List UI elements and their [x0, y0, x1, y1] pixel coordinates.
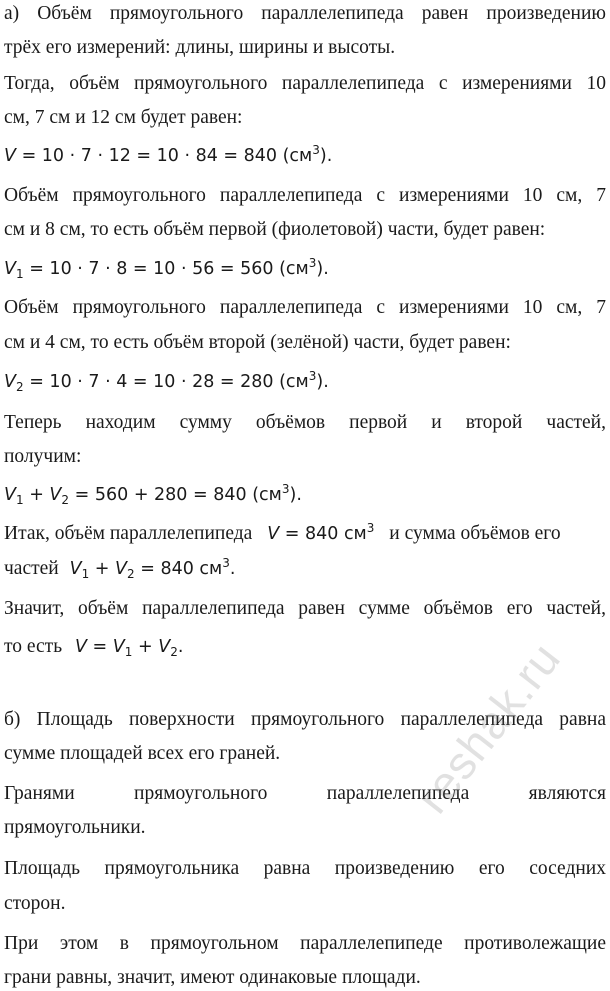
- part-b-p1-line1: б) Площадь поверхности прямоугольного параллелепипеда равна: [4, 709, 606, 730]
- part-b-p1-line2: сумме площадей всех его граней.: [4, 743, 281, 764]
- equation-v2: $V_2 = 10 \cdot 7 \cdot 4 = 10 \cdot 28 = 280$ $(см^3)$.: [4, 369, 329, 394]
- part-a-p2-line1: Тогда, объём прямоугольного параллелепипеда с измерениями 10: [4, 73, 606, 94]
- part-a-p7-line2: то есть $V = V_1 + V_2$.: [4, 636, 184, 659]
- part-a-p3-line1: Объём прямоугольного параллелепипеда с измерениями 10 см, 7: [4, 185, 606, 206]
- watermark: reshak.ru: [405, 632, 571, 823]
- equation-v1: $V_1 = 10 \cdot 7 \cdot 8 = 10 \cdot 56 = 560$ $(см^3)$.: [4, 256, 329, 281]
- part-a-p3-line2: см и 8 см, то есть объём первой (фиолетовой) части, будет равен:: [4, 219, 546, 240]
- part-b-p2-line2: прямоугольники.: [4, 817, 146, 838]
- part-a-p7-line1: Значит, объём параллелепипеда равен сумме объёмов его частей,: [4, 598, 606, 619]
- part-b-p4-line2: грани равны, значит, имеют одинаковые площади.: [4, 967, 421, 988]
- equation-sum: $V_1 + V_2 = 560 + 280 = 840$ $(см^3)$.: [4, 482, 302, 507]
- part-a-p4-line2: см и 4 см, то есть объём второй (зелёной) части, будет равен:: [4, 332, 511, 353]
- part-a-p6-line2: частей $V_1 + V_2 = 840$ $см^3$.: [4, 556, 236, 581]
- part-b-p4-line1: При этом в прямоугольном параллелепипеде противолежащие: [4, 933, 606, 954]
- part-b-p3-line2: сторон.: [4, 893, 66, 914]
- part-a-p5-line1: Теперь находим сумму объёмов первой и второй частей,: [4, 412, 606, 433]
- part-b-p3-line1: Площадь прямоугольника равна произведению его соседних: [4, 858, 606, 879]
- part-a-p1-line2: трёх его измерений: длины, ширины и высоты.: [4, 37, 396, 58]
- part-a-p1-line1: а) Объём прямоугольного параллелепипеда равен произведению: [4, 3, 606, 24]
- part-a-p4-line1: Объём прямоугольного параллелепипеда с измерениями 10 см, 7: [4, 297, 606, 318]
- part-a-p5-line2: получим:: [4, 446, 82, 467]
- part-b-p2-line1: Гранями прямоугольного параллелепипеда являются: [4, 783, 606, 804]
- equation-v: V = 10 · 7 · 12 = 10 · 84 = 840 $(см^3)$.: [4, 143, 333, 166]
- part-a-p2-line2: см, 7 см и 12 см будет равен:: [4, 107, 243, 128]
- part-a-p6-line1: Итак, объём параллелепипеда V = 840 $см^3$ и сумма объёмов его: [4, 521, 561, 544]
